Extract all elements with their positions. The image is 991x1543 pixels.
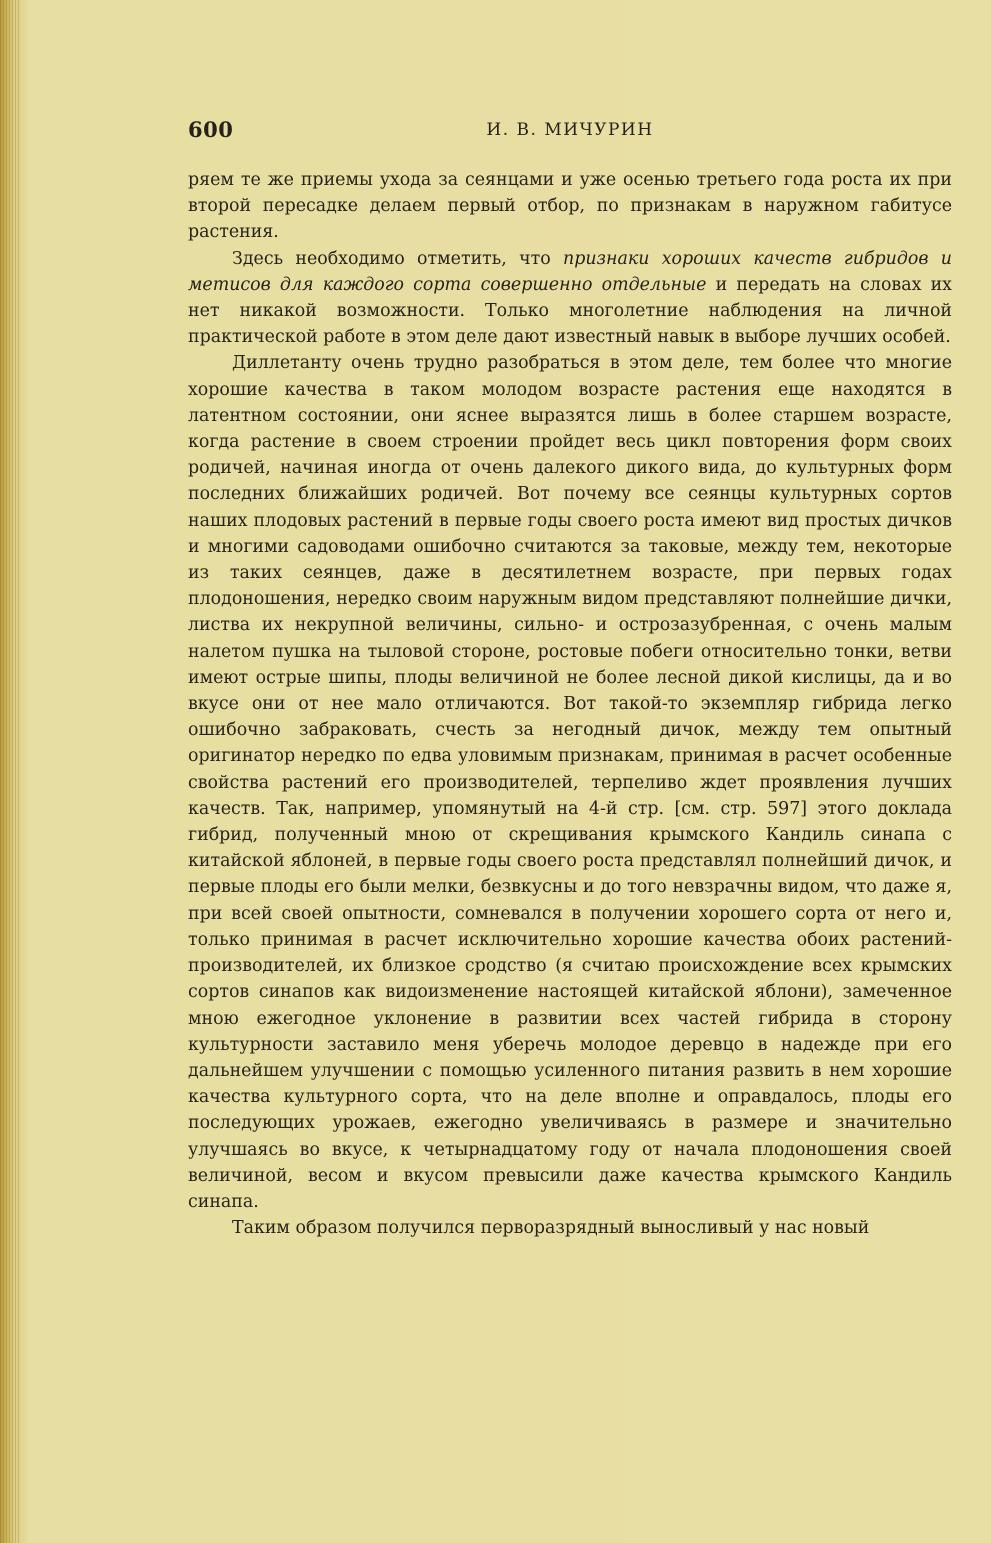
paragraph-1: ряем те же приемы ухода за сеянцами и уже осенью третьего года роста их при второй пересадке делаем первый отбор, по признакам в наружном габитусе растения. xyxy=(188,170,952,243)
paragraph-3: Диллетанту очень трудно разобраться в этом деле, тем более что многие хорошие качества в таком молодом возрасте растения еще находятся в латентном состоянии, они яснее выразятся лишь в более старшем возрасте, когда растение в своем строении пройдет весь цикл повторения форм своих родичей, начиная иногда от очень далекого дикого вида, до культурных форм последних ближайших родичей. Вот почему все сеянцы культурных сортов наших плодовых растений в первые годы своего роста имеют вид простых дичков и многими садоводами ошибочно считаются за таковые, между тем, некоторые из таких сеянцев, даже в десятилетнем возрасте, при первых годах плодоношения, нередко своим наружным видом представляют полнейшие дички, листва их некрупной величины, сильно- и острозазубренная, с очень малым налетом пушка на тыловой стороне, ростовые побеги относительно тонки, ветви имеют острые шипы, плоды величиной не более лесной дикой кислицы, да и во вкусе они от нее мало отличаются. Вот такой-то экземпляр гибрида легко ошибочно забраковать, счесть за негодный дичок, между тем опытный оригинатор нередко по едва уловимым признакам, принимая в расчет особенные свойства растений его производителей, терпеливо ждет проявления лучших качеств. Так, например, упомянутый на 4-й стр. [см. стр. 597] этого доклада гибрид, полученный мною от скрещивания крымского Кандиль синапа с китайской яблоней, в первые годы своего роста представлял полнейший дичок, и первые плоды его были мелки, безвкусны и до того невзрачны видом, что даже я, при всей своей опытности, сомневался в получении хорошего сорта от него и, только принимая в расчет исключительно хорошие качества обоих растений-производителей, их близкое сродство (я считаю происхождение всех крымских сортов синапов как видоизменение настоящей китайской яблони), замеченное мною ежегодное уклонение в развитии всех частей гибрида в сторону культурности заставило меня уберечь молодое деревцо в надежде при его дальнейшем улучшении с помощью усиленного питания развить в нем хорошие качества культурного сорта, что на деле вполне и оправдалось, плоды его последующих урожаев, ежегодно увеличиваясь в размере и значительно улучшаясь во вкусе, к четырнадцатому году от начала плодоношения своей величиной, весом и вкусом превысили даже качества крымского Кандиль синапа. xyxy=(188,353,952,1212)
paragraph-2-end: и передать на словах их нет никакой возможности. Только многолетние наблюдения на личной практической работе в этом деле дают известный навык в выборе лучших особей. xyxy=(188,274,952,348)
paragraph-2-start: Здесь необходимо отметить, что xyxy=(232,248,563,269)
paragraph-2 xyxy=(188,246,952,351)
page-number: 600 xyxy=(188,117,234,142)
page-header xyxy=(188,117,952,149)
page-edge xyxy=(0,0,20,1543)
body-text xyxy=(188,167,952,1241)
paragraph-4: Таким образом получился перворазрядный выносливый у нас новый xyxy=(232,1218,870,1239)
paragraph-2-italic: признаки хороших качеств гибридов и метисов для каждого сорта совершенно отдельные xyxy=(188,248,952,295)
running-title: И. В. МИЧУРИН xyxy=(486,120,654,140)
